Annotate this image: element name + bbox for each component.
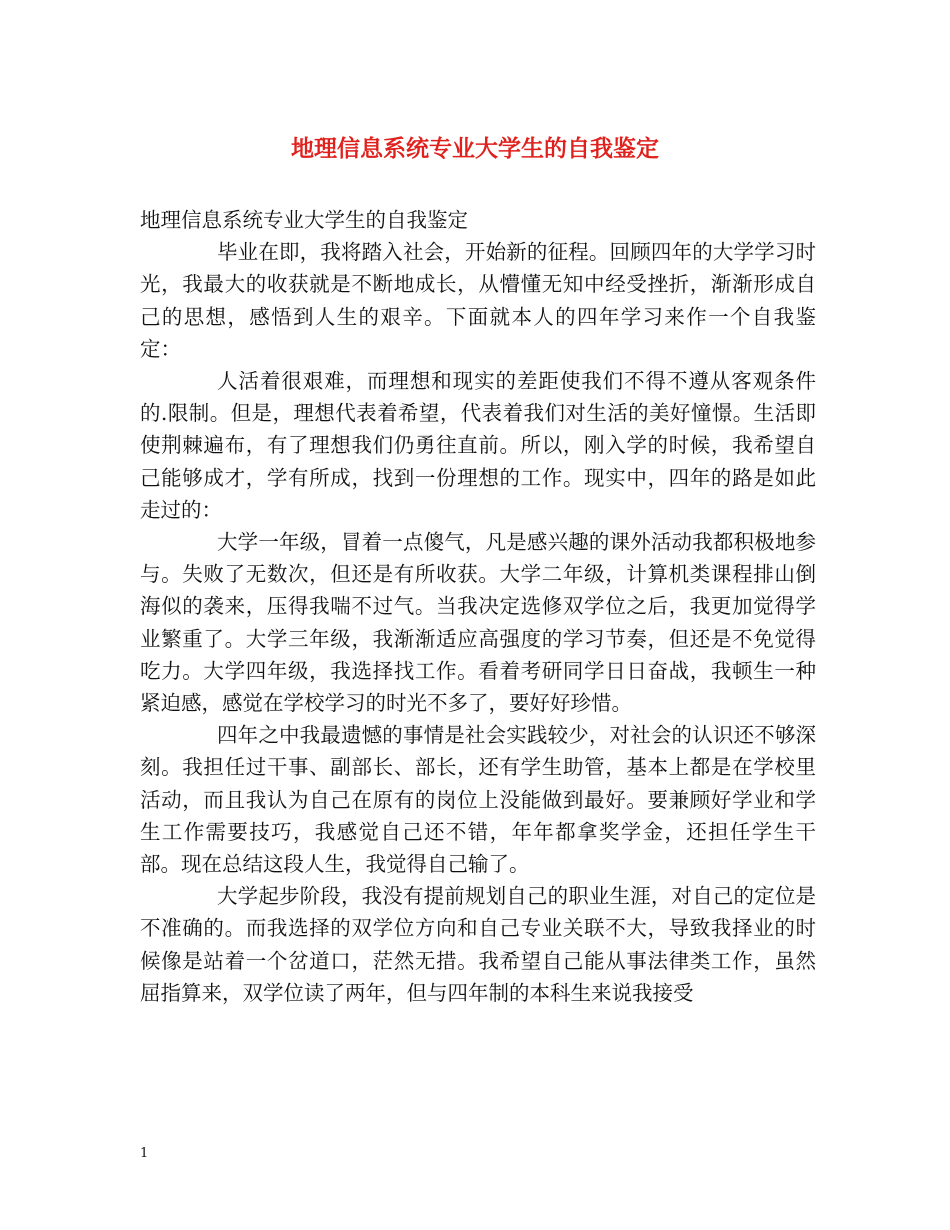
page-number: 1 <box>140 1146 149 1161</box>
document-body <box>140 204 816 1009</box>
paragraph: 四年之中我最遗憾的事情是社会实践较少，对社会的认识还不够深刻。我担任过干事、副部长、部长，还有学生助管，基本上都是在学校里活动，而且我认为自己在原有的岗位上没能做到最好。要兼顾好学业和学生工作需要技巧，我感觉自己还不错，年年都拿奖学金，还担任学生干部。现在总结这段人生，我觉得自己输了。 <box>140 723 816 877</box>
paragraph: 毕业在即，我将踏入社会，开始新的征程。回顾四年的大学学习时光，我最大的收获就是不断地成长，从懵懂无知中经受挫折，渐渐形成自己的思想，感悟到人生的艰辛。下面就本人的四年学习来作一个自我鉴定： <box>140 240 816 361</box>
document-title: 地理信息系统专业大学生的自我鉴定 <box>291 135 659 162</box>
paragraph: 大学起步阶段，我没有提前规划自己的职业生涯，对自己的定位是不准确的。而我选择的双学位方向和自己专业关联不大，导致我择业的时候像是站着一个岔道口，茫然无措。我希望自己能从事法律类工作，虽然屈指算来，双学位读了两年，但与四年制的本科生来说我接受 <box>140 884 816 1005</box>
paragraph: 大学一年级，冒着一点傻气，凡是感兴趣的课外活动我都积极地参与。失败了无数次，但还是有所收获。大学二年级，计算机类课程排山倒海似的袭来，压得我喘不过气。当我决定选修双学位之后，我更加觉得学业繁重了。大学三年级，我渐渐适应高强度的学习节奏，但还是不免觉得吃力。大学四年级，我选择找工作。看着考研同学日日奋战，我顿生一种紧迫感，感觉在学校学习的时光不多了，要好好珍惜。 <box>140 530 816 716</box>
paragraph: 人活着很艰难，而理想和现实的差距使我们不得不遵从客观条件的.限制。但是，理想代表着希望，代表着我们对生活的美好憧憬。生活即使荆棘遍布，有了理想我们仍勇往直前。所以，刚入学的时候，我希望自己能够成才，学有所成，找到一份理想的工作。现实中，四年的路是如此走过的： <box>140 369 816 522</box>
document-subtitle: 地理信息系统专业大学生的自我鉴定 <box>140 208 468 232</box>
